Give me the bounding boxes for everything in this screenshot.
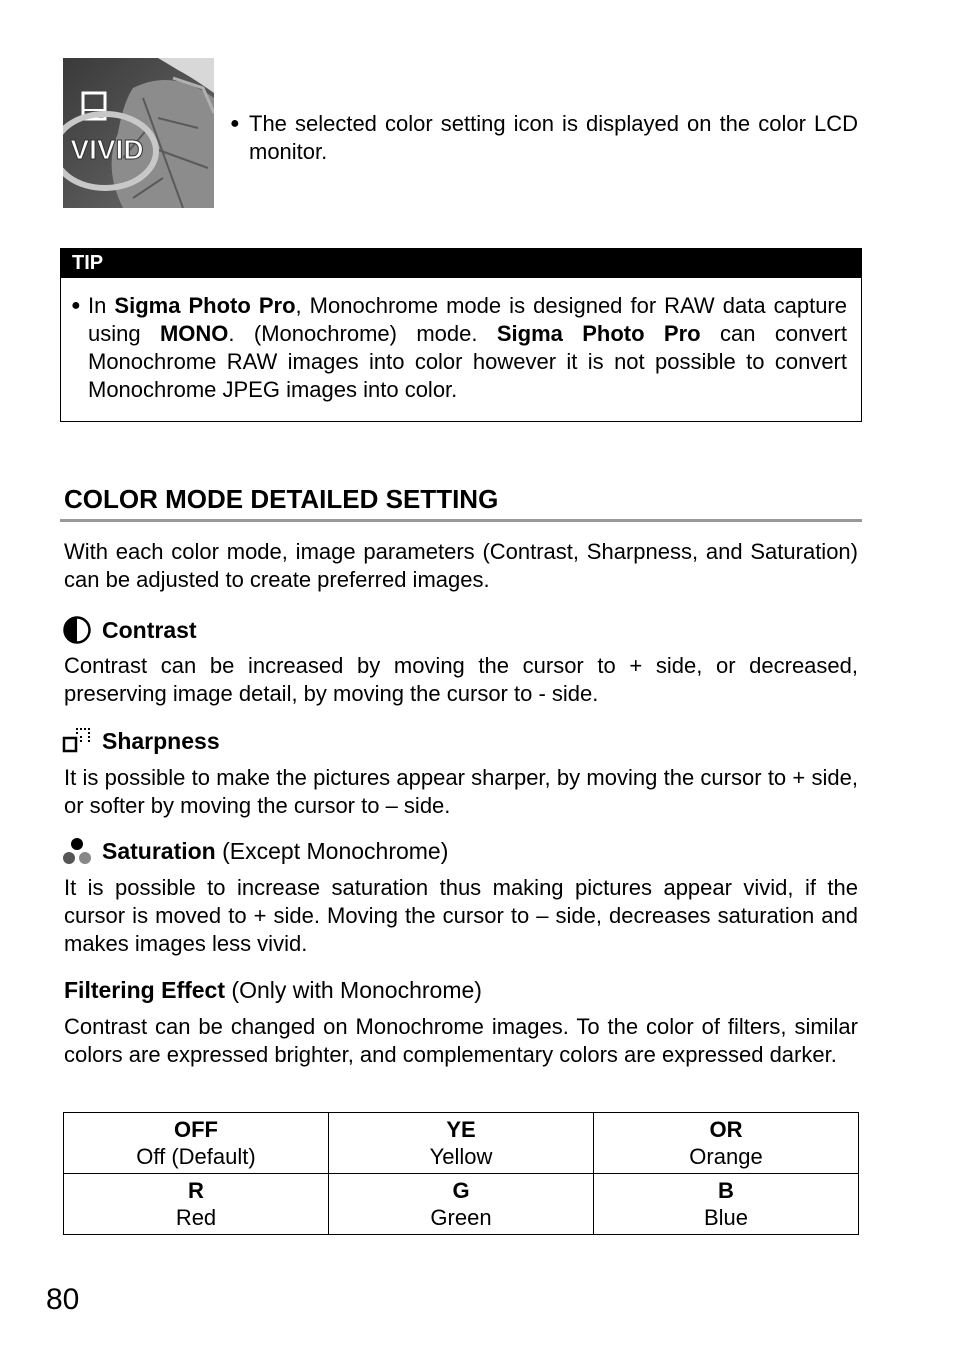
saturation-text: It is possible to increase saturation thus making pictures appear vivid, if the cursor is moved to + side. Moving the cursor to – side, decreases saturation and makes images less vivid. <box>64 875 858 956</box>
tip-box <box>60 248 862 422</box>
filter-heading <box>64 975 482 1005</box>
top-note <box>230 110 858 166</box>
saturation-note: (Except Monochrome) <box>215 838 449 864</box>
sharpness-title: Sharpness <box>102 728 220 754</box>
table-cell <box>64 1174 329 1235</box>
contrast-icon <box>62 615 92 645</box>
section-divider <box>60 519 862 522</box>
table-cell <box>64 1113 329 1174</box>
filter-code: YE <box>446 1117 476 1142</box>
tip-text-part: In <box>88 293 115 318</box>
bullet-icon: ● <box>71 297 81 314</box>
filter-code: B <box>718 1178 734 1203</box>
section-title: COLOR MODE DETAILED SETTING <box>64 484 499 514</box>
top-note-text: The selected color setting icon is displayed on the color LCD monitor. <box>249 111 858 164</box>
bullet-icon: ● <box>230 115 240 132</box>
saturation-heading <box>62 836 448 866</box>
filter-name: Green <box>430 1205 492 1230</box>
filter-name: Yellow <box>429 1144 493 1169</box>
filter-code: R <box>188 1178 204 1203</box>
contrast-heading <box>62 615 197 645</box>
contrast-text: Contrast can be increased by moving the cursor to + side, or decreased, preserving image detail, by moving the cursor to - side. <box>64 653 858 706</box>
table-row <box>64 1174 859 1235</box>
sharpness-text: It is possible to make the pictures appear sharper, by moving the cursor to + side, or softer by moving the cursor to – side. <box>64 765 858 818</box>
sharpness-heading <box>62 726 220 756</box>
tip-header: TIP <box>61 249 861 278</box>
saturation-heading-text <box>102 836 448 866</box>
filter-code: G <box>452 1178 470 1203</box>
tip-text-part: , Monochrome mode is designed for RAW data capture using <box>88 293 847 346</box>
tip-bold-mono: MONO <box>159 321 229 346</box>
tip-body <box>71 292 847 404</box>
tip-bold-sigma-photo-pro: Sigma Photo Pro <box>114 293 296 318</box>
filter-title: Filtering Effect <box>64 977 226 1003</box>
page-number: 80 <box>46 1283 80 1316</box>
filter-note: (Only with Monochrome) <box>225 977 482 1003</box>
contrast-title: Contrast <box>102 617 197 643</box>
filter-code: OR <box>709 1117 743 1142</box>
table-cell <box>594 1174 859 1235</box>
table-cell <box>594 1113 859 1174</box>
vivid-icon-label: VIVID <box>70 134 144 165</box>
tip-text <box>88 292 847 404</box>
table-row <box>64 1113 859 1174</box>
filter-code: OFF <box>174 1117 218 1142</box>
filter-name: Off (Default) <box>136 1144 256 1169</box>
filter-name: Blue <box>703 1205 749 1230</box>
saturation-icon <box>62 836 92 866</box>
saturation-title: Saturation <box>102 838 216 864</box>
lcd-screen-image <box>63 58 214 208</box>
filter-table <box>63 1112 859 1235</box>
tip-bold-sigma-photo-pro: Sigma Photo Pro <box>496 321 701 346</box>
section-intro: With each color mode, image parameters (Contrast, Sharpness, and Saturation) can be adjusted to create preferred images. <box>64 539 858 592</box>
filter-name: Orange <box>689 1144 763 1169</box>
tip-text-part: . (Monochrome) mode. <box>228 321 497 346</box>
filter-name: Red <box>175 1205 217 1230</box>
filter-text: Contrast can be changed on Monochrome images. To the color of filters, similar colors are expressed brighter, and complementary colors are expressed darker. <box>64 1014 858 1067</box>
table-cell <box>329 1174 594 1235</box>
tip-text-part: can convert Monochrome RAW images into color however it is not possible to convert Monochrome JPEG images into color. <box>88 321 847 402</box>
table-cell <box>329 1113 594 1174</box>
leaf-photo <box>63 58 214 208</box>
sharpness-icon <box>62 726 92 756</box>
